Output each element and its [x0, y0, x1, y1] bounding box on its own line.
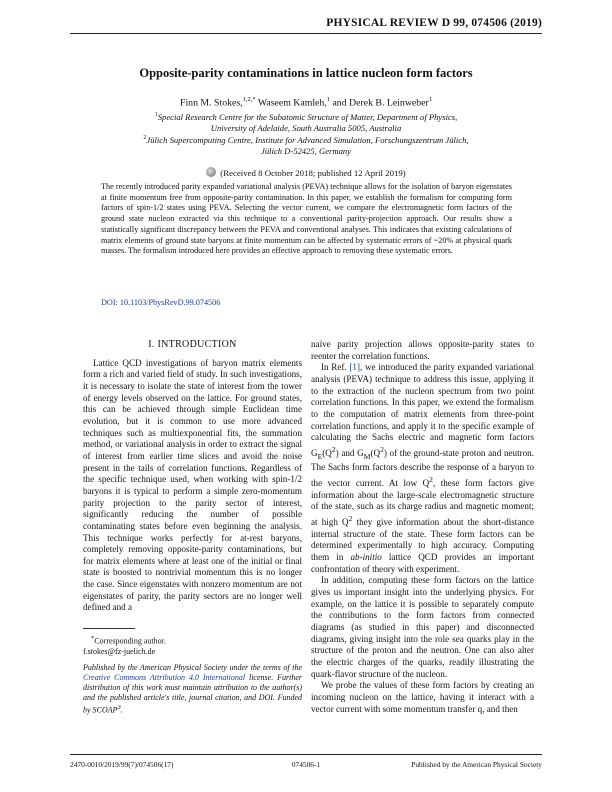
- text: they give information about the short-distance internal structure of the state. These form factors can be determined experimentally to high accuracy. Computing them in: [311, 517, 534, 563]
- superscript: 2: [380, 444, 384, 454]
- page-number: 074506-1: [291, 760, 321, 769]
- superscript: 2: [348, 514, 353, 524]
- doi: [101, 298, 220, 307]
- text: (Q: [322, 447, 332, 458]
- license-note: [83, 663, 302, 716]
- section-title: I. INTRODUCTION: [148, 339, 237, 350]
- footnote-mark: *: [91, 635, 95, 642]
- footer-rule: [70, 754, 542, 755]
- text: (Q: [370, 447, 381, 458]
- text: lattice QCD provides an important confrontation of theory with experiment.: [311, 552, 534, 574]
- affiliation-1: [80, 110, 532, 135]
- paragraph: [311, 362, 534, 575]
- footnote-rule: [83, 628, 135, 629]
- paragraph: We probe the values of these form factors by creating an incoming nucleon on the lattice, having it interact with a vector current with some momentum transfer q, and then: [311, 680, 534, 714]
- italic-text: ab-initio: [350, 552, 382, 563]
- author-email[interactable]: f.stokes@fz-juelich.de: [83, 646, 156, 656]
- affil-line: Jülich D-52425, Germany: [261, 146, 351, 157]
- author-name: and Derek B. Leinweber: [332, 97, 429, 109]
- footnote-label: Corresponding author.: [94, 636, 166, 646]
- author-list: [0, 96, 612, 108]
- corresponding-author-note: [83, 634, 302, 647]
- subscript: M: [363, 451, 371, 461]
- author-affil-mark: 1: [326, 96, 330, 103]
- text: ) of the ground-state proton and neutron. The Sachs form factors describe the response of a baryon to the vector current. At low Q: [311, 447, 534, 489]
- license-text: license. Further distribution of this work must maintain attribution to the author(s) and the published article's title, journal citation, and DOI. Funded by SCOAP: [83, 672, 302, 715]
- author-affil-mark: 1,2,*: [242, 96, 256, 103]
- footnotes: [83, 634, 302, 715]
- text: ) and G: [335, 447, 364, 458]
- text: , these form factors give information about the large-scale electromagnetic structure of the state, such as its charge radius and magnetic moment; at high Q: [311, 478, 534, 528]
- footer-issn: 2470-0010/2019/99(7)/074506(17): [70, 760, 174, 769]
- received-dates: [0, 167, 612, 178]
- affiliation-2: [80, 133, 532, 158]
- abstract: The recently introduced parity expanded variational analysis (PEVA) technique allows for the isolation of baryon eigenstates at finite momentum free from opposite-parity contamination. In this paper, we establish the formalism for computing form factors of spin-1/2 states using PEVA. Selecting the vector current, we compare the electromagnetic form factors of the ground state nucleon extracted via this technique to a conventional parity-projection approach. Our results show a statistically significant discrepancy between the PEVA and conventional analyses. This indicates that existing calculations of matrix elements of ground state baryons at finite momentum can be affected by systematic errors of ~20% at physical quark masses. The formalism introduced here provides an effective approach to removing these systematic errors.: [101, 182, 512, 256]
- superscript: 2: [331, 444, 336, 454]
- right-column: [311, 339, 534, 715]
- header-rule: [70, 33, 542, 34]
- license-sup: 3: [117, 703, 121, 711]
- author-name: Finn M. Stokes,: [180, 97, 243, 109]
- text: , we introduced the parity expanded variational analysis (PEVA) technique to address this issue, applying it to the extraction of the nucleon spectrum from two point correlation functions. In this paper, we extend the formalism to the computation of matrix elements from three-point correlation functions, and apply it to the specific example of calculating the Sachs electric and magnetic form factors G: [311, 362, 534, 458]
- received-text: (Received 8 October 2018; published 12 April 2019): [220, 168, 406, 178]
- superscript: 2: [429, 475, 433, 485]
- license-text: .: [120, 705, 123, 715]
- doi-link[interactable]: DOI: 10.1103/PhysRevD.99.074506: [101, 298, 221, 307]
- paper-title: Opposite-parity contaminations in lattice nucleon form factors: [139, 66, 473, 80]
- paragraph: naïve parity projection allows opposite-parity states to reenter the correlation functions.: [311, 339, 534, 361]
- paragraph: Lattice QCD investigations of baryon matrix elements form a rich and varied field of study. In such investigations, it is necessary to isolate the state of interest from the tower of energy levels observed on the lattice. For ground states, this can be achieved through simple Euclidean time evolution, but it is common to use more advanced techniques such as multiexponential fits, the summation method, or variational analysis in order to extract the signal of interest from earlier time slices and avoid the noise present in the tails of correlation functions. Regardless of the specific technique used, when working with spin-1/2 baryons it is typical to perform a simple zero-momentum parity projection to the parity sector of interest, significantly reducing the number of possible contaminating states before even beginning the analysis. This technique works perfectly for at-rest baryons, completely removing opposite-parity contaminations, but for matrix elements where at least one of the initial or final state is boosted to nontrivial momentum this is no longer the case. Since eigenstates with nonzero momentum are not eigenstates of parity, the parity sectors are no longer well defined and a: [83, 357, 302, 613]
- affil-mark: 1: [154, 112, 158, 118]
- affil-line: Special Research Centre for the Subatomic Structure of Matter, Department of Physics,: [157, 111, 458, 122]
- subscript: E: [317, 451, 323, 461]
- affil-mark: 2: [143, 135, 147, 141]
- license-link[interactable]: Creative Commons Attribution 4.0 International: [83, 672, 246, 682]
- citation-link[interactable]: [1]: [349, 362, 360, 373]
- affil-line: Jülich Supercomputing Centre, Institute for Advanced Simulation, Forschungszentrum Jülich,: [146, 134, 469, 145]
- license-text: Published by the American Physical Society under the terms of the: [83, 662, 302, 672]
- author-name: Waseem Kamleh,: [257, 97, 327, 109]
- author-affil-mark: 1: [428, 96, 432, 103]
- affil-line: University of Adelaide, South Australia 5005, Australia: [210, 123, 402, 134]
- paragraph: In addition, computing these form factors on the lattice gives us important insight into the underlying physics. For example, on the lattice it is possible to separately compute the contributions to the form factors from connected diagrams (as studied in this paper) and disconnected diagrams, giving insight into the role sea quarks play in the structure of the proton and the neutron. One can also alter the electric charges of the quarks, readily illustrating the quark-flavor structure of the nucleon.: [311, 575, 534, 679]
- journal-header: PHYSICAL REVIEW D 99, 074506 (2019): [326, 17, 542, 29]
- text: In Ref.: [321, 362, 350, 373]
- footer-publisher: Published by the American Physical Society: [411, 760, 542, 769]
- left-column: [83, 339, 302, 614]
- check-for-updates-icon[interactable]: [206, 167, 216, 177]
